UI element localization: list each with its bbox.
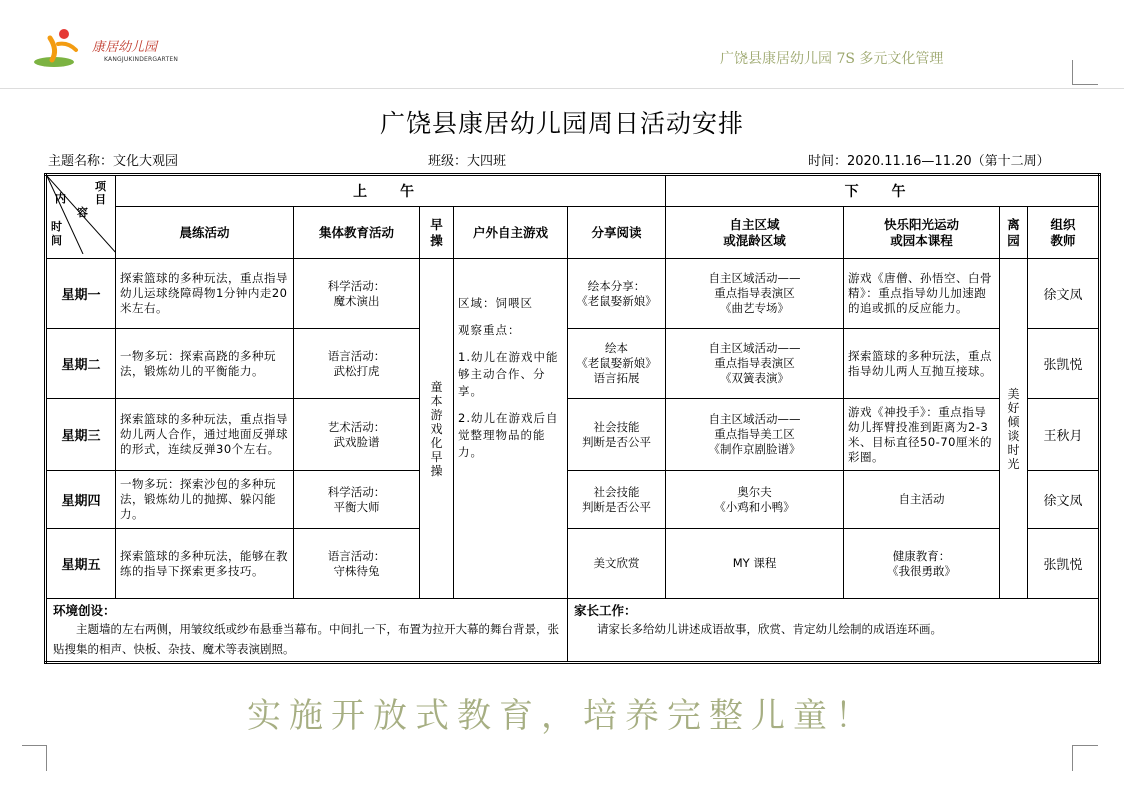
reading-line1: 绘本 bbox=[605, 341, 629, 355]
reading-cell: 美文欣赏 bbox=[568, 529, 666, 599]
col-sunshine-sport bbox=[844, 207, 1000, 259]
col-sunshine-line2: 或园本课程 bbox=[890, 232, 953, 248]
logo-mark-icon bbox=[32, 24, 92, 72]
group-edu-cell bbox=[294, 399, 420, 471]
group-edu-cell bbox=[294, 471, 420, 529]
group-edu-line2: 武松打虎 bbox=[333, 363, 380, 378]
sunshine-cell: 探索篮球的多种玩法，重点指导幼儿两人互抛互接球。 bbox=[844, 329, 1000, 399]
early-ex-char: 化 bbox=[430, 435, 443, 450]
col-group-education: 集体教育活动 bbox=[294, 207, 420, 259]
group-edu-line2: 武戏脸谱 bbox=[333, 434, 380, 449]
table-row bbox=[46, 329, 1100, 399]
area-line1: 自主区域活动—— bbox=[708, 412, 801, 426]
reading-line2: 判断是否公平 bbox=[582, 434, 652, 449]
area-line2: 重点指导表演区 bbox=[714, 286, 795, 300]
morning-header: 上 午 bbox=[116, 175, 666, 207]
col-sunshine-line1: 快乐阳光运动 bbox=[884, 216, 960, 232]
col-outdoor-play: 户外自主游戏 bbox=[454, 207, 568, 259]
outdoor-focus-label: 观察重点： bbox=[458, 323, 521, 337]
group-edu-cell bbox=[294, 329, 420, 399]
morning-exercise-cell: 一物多玩：探索沙包的多种玩法，锻炼幼儿的抛掷、躲闪能力。 bbox=[116, 471, 294, 529]
day-label: 星期四 bbox=[46, 471, 116, 529]
early-ex-char: 本 bbox=[430, 393, 443, 408]
col-early-exercise-a: 早 bbox=[430, 216, 443, 232]
corner-label-item-a: 项 bbox=[95, 180, 106, 193]
day-label: 星期二 bbox=[46, 329, 116, 399]
col-shared-reading: 分享阅读 bbox=[568, 207, 666, 259]
teacher-cell: 徐文凤 bbox=[1028, 259, 1100, 329]
area-line2: 《小鸡和小鸭》 bbox=[714, 499, 795, 514]
crop-mark-bottom-right-v bbox=[1072, 745, 1073, 771]
reading-line2: 《老鼠娶新娘》 bbox=[576, 356, 657, 370]
area-line1: 自主区域活动—— bbox=[708, 341, 801, 355]
leave-char: 谈 bbox=[1007, 428, 1020, 443]
group-edu-line2: 守株待兔 bbox=[333, 563, 380, 578]
environment-cell bbox=[46, 599, 568, 663]
reading-line2: 《老鼠娶新娘》 bbox=[576, 293, 657, 308]
early-ex-char: 早 bbox=[430, 449, 443, 464]
group-edu-line1: 艺术活动： bbox=[327, 419, 386, 434]
group-edu-line2: 魔术演出 bbox=[333, 293, 380, 308]
area-activity-cell bbox=[666, 329, 844, 399]
outdoor-focus-1: 1.幼儿在游戏中能够主动合作、分享。 bbox=[458, 350, 559, 398]
corner-label-time-a: 时 bbox=[51, 220, 62, 233]
reading-line3: 语言拓展 bbox=[593, 371, 640, 385]
area-activity-cell bbox=[666, 399, 844, 471]
group-edu-cell bbox=[294, 259, 420, 329]
notes-row bbox=[46, 599, 1100, 663]
page-title: 广饶县康居幼儿园周日活动安排 bbox=[379, 109, 744, 138]
early-ex-char: 操 bbox=[430, 463, 443, 478]
class-name: 班级：大四班 bbox=[428, 154, 507, 169]
leave-char: 时 bbox=[1007, 442, 1020, 457]
corner-label-content-a: 内 bbox=[55, 192, 66, 205]
morning-exercise-cell: 探索篮球的多种玩法，重点指导幼儿两人合作，通过地面反弹球的形式，连续反弹30个左右。 bbox=[116, 399, 294, 471]
area-line3: 《曲艺专场》 bbox=[720, 301, 790, 315]
table-row bbox=[46, 259, 1100, 329]
logo-english-text: KANGJUKINDERGARTEN bbox=[104, 56, 179, 63]
corner-header-cell bbox=[46, 175, 116, 259]
outdoor-play-cell bbox=[454, 259, 568, 599]
col-leave-b: 园 bbox=[1007, 232, 1020, 248]
crop-mark-bottom-left bbox=[22, 745, 46, 770]
corner-label-item-b: 目 bbox=[95, 193, 106, 206]
area-activity-cell bbox=[666, 471, 844, 529]
early-ex-char: 游 bbox=[430, 407, 443, 422]
col-teacher bbox=[1028, 207, 1100, 259]
crop-mark-top-right-v bbox=[1072, 60, 1073, 84]
morning-exercise-cell: 探索篮球的多种玩法，重点指导幼儿运球绕障碍物1分钟内走20米左右。 bbox=[116, 259, 294, 329]
col-early-exercise bbox=[420, 207, 454, 259]
area-activity-cell bbox=[666, 259, 844, 329]
reading-line1: 绘本分享： bbox=[587, 278, 646, 293]
early-ex-char: 童 bbox=[430, 379, 443, 394]
sunshine-line2: 《我很勇敢》 bbox=[887, 563, 957, 578]
reading-cell bbox=[568, 259, 666, 329]
parent-work-cell bbox=[568, 599, 1100, 663]
outdoor-focus-2: 2.幼儿在游戏后自觉整理物品的能力。 bbox=[458, 411, 559, 459]
col-morning-exercise: 晨练活动 bbox=[116, 207, 294, 259]
morning-exercise-cell: 一物多玩：探索高跷的多种玩法，锻炼幼儿的平衡能力。 bbox=[116, 329, 294, 399]
leave-char: 倾 bbox=[1007, 414, 1020, 429]
area-line2: 重点指导表演区 bbox=[714, 356, 795, 370]
area-activity-cell: MY 课程 bbox=[666, 529, 844, 599]
reading-cell bbox=[568, 471, 666, 529]
table-row bbox=[46, 471, 1100, 529]
area-line3: 《双簧表演》 bbox=[720, 371, 790, 385]
morning-exercise-cell: 探索篮球的多种玩法，能够在教练的指导下探索更多技巧。 bbox=[116, 529, 294, 599]
day-label: 星期一 bbox=[46, 259, 116, 329]
leave-char: 光 bbox=[1007, 456, 1020, 471]
col-early-exercise-b: 操 bbox=[430, 232, 443, 248]
col-area-line2: 或混龄区域 bbox=[723, 232, 786, 248]
leave-cell bbox=[1000, 259, 1028, 599]
teacher-cell: 张凯悦 bbox=[1028, 329, 1100, 399]
leave-char: 美 bbox=[1007, 386, 1020, 401]
reading-line1: 社会技能 bbox=[593, 484, 640, 499]
theme-name: 主题名称：文化大观园 bbox=[48, 154, 179, 169]
teacher-cell: 张凯悦 bbox=[1028, 529, 1100, 599]
col-leave bbox=[1000, 207, 1028, 259]
group-edu-line1: 语言活动： bbox=[327, 348, 386, 363]
early-exercise-cell bbox=[420, 259, 454, 599]
group-edu-line1: 科学活动： bbox=[327, 278, 386, 293]
group-edu-line1: 科学活动： bbox=[327, 484, 386, 499]
reading-line1: 社会技能 bbox=[593, 419, 640, 434]
col-area-line1: 自主区域 bbox=[729, 216, 780, 232]
header-right-title: 广饶县康居幼儿园 7S 多元文化管理 bbox=[720, 51, 944, 67]
area-line3: 《制作京剧脸谱》 bbox=[708, 442, 801, 456]
day-label: 星期五 bbox=[46, 529, 116, 599]
schedule-table bbox=[44, 173, 1101, 664]
col-leave-a: 离 bbox=[1007, 216, 1020, 232]
group-edu-cell bbox=[294, 529, 420, 599]
group-edu-line1: 语言活动： bbox=[327, 548, 386, 563]
col-area-activity bbox=[666, 207, 844, 259]
reading-cell bbox=[568, 329, 666, 399]
crop-mark-bottom-right bbox=[1072, 745, 1098, 770]
corner-label-time-b: 间 bbox=[51, 234, 62, 247]
logo-chinese-text: 康居幼儿园 bbox=[92, 40, 158, 55]
crop-mark-bottom-left-v bbox=[46, 745, 47, 771]
sunshine-line1: 健康教育： bbox=[892, 548, 951, 563]
corner-label-content-b: 容 bbox=[77, 206, 88, 219]
col-teacher-line1: 组织 bbox=[1050, 216, 1076, 232]
sunshine-cell: 游戏《唐僧、孙悟空、白骨精》：重点指导幼儿加速跑的追或抓的反应能力。 bbox=[844, 259, 1000, 329]
group-edu-line2: 平衡大师 bbox=[333, 499, 380, 514]
table-row bbox=[46, 399, 1100, 471]
footer-slogan: 实施开放式教育，培养完整儿童！ bbox=[247, 696, 877, 736]
sunshine-cell bbox=[844, 529, 1000, 599]
date-range: 时间：2020.11.16—11.20（第十二周） bbox=[808, 154, 1050, 169]
parent-work-text: 请家长多给幼儿讲述成语故事，欣赏、肯定幼儿绘制的成语连环画。 bbox=[597, 622, 942, 636]
kindergarten-logo bbox=[32, 24, 182, 74]
area-line1: 自主区域活动—— bbox=[708, 271, 801, 285]
sunshine-cell: 自主活动 bbox=[844, 471, 1000, 529]
outdoor-area: 区域：饲喂区 bbox=[458, 296, 533, 310]
sunshine-cell: 游戏《神投手》：重点指导幼儿挥臂投准到距离为2-3米、目标直径50-70厘米的彩圈。 bbox=[844, 399, 1000, 471]
leave-char: 好 bbox=[1007, 400, 1020, 415]
area-line2: 重点指导美工区 bbox=[714, 427, 795, 441]
col-teacher-line2: 教师 bbox=[1050, 232, 1076, 248]
day-label: 星期三 bbox=[46, 399, 116, 471]
reading-cell bbox=[568, 399, 666, 471]
afternoon-header: 下 午 bbox=[666, 175, 1100, 207]
teacher-cell: 徐文凤 bbox=[1028, 471, 1100, 529]
environment-text: 主题墙的左右两侧，用皱纹纸或纱布悬垂当幕布。中间扎一下，布置为拉开大幕的舞台背景，张贴搜集的相声、快板、杂技、魔术等表演剧照。 bbox=[53, 622, 559, 656]
early-ex-char: 戏 bbox=[430, 421, 443, 436]
teacher-cell: 王秋月 bbox=[1028, 399, 1100, 471]
area-line1: 奥尔夫 bbox=[737, 484, 772, 499]
environment-label: 环境创设： bbox=[53, 603, 116, 618]
reading-line2: 判断是否公平 bbox=[582, 499, 652, 514]
table-row bbox=[46, 529, 1100, 599]
parent-work-label: 家长工作： bbox=[574, 603, 637, 618]
header-rule bbox=[0, 88, 1124, 89]
